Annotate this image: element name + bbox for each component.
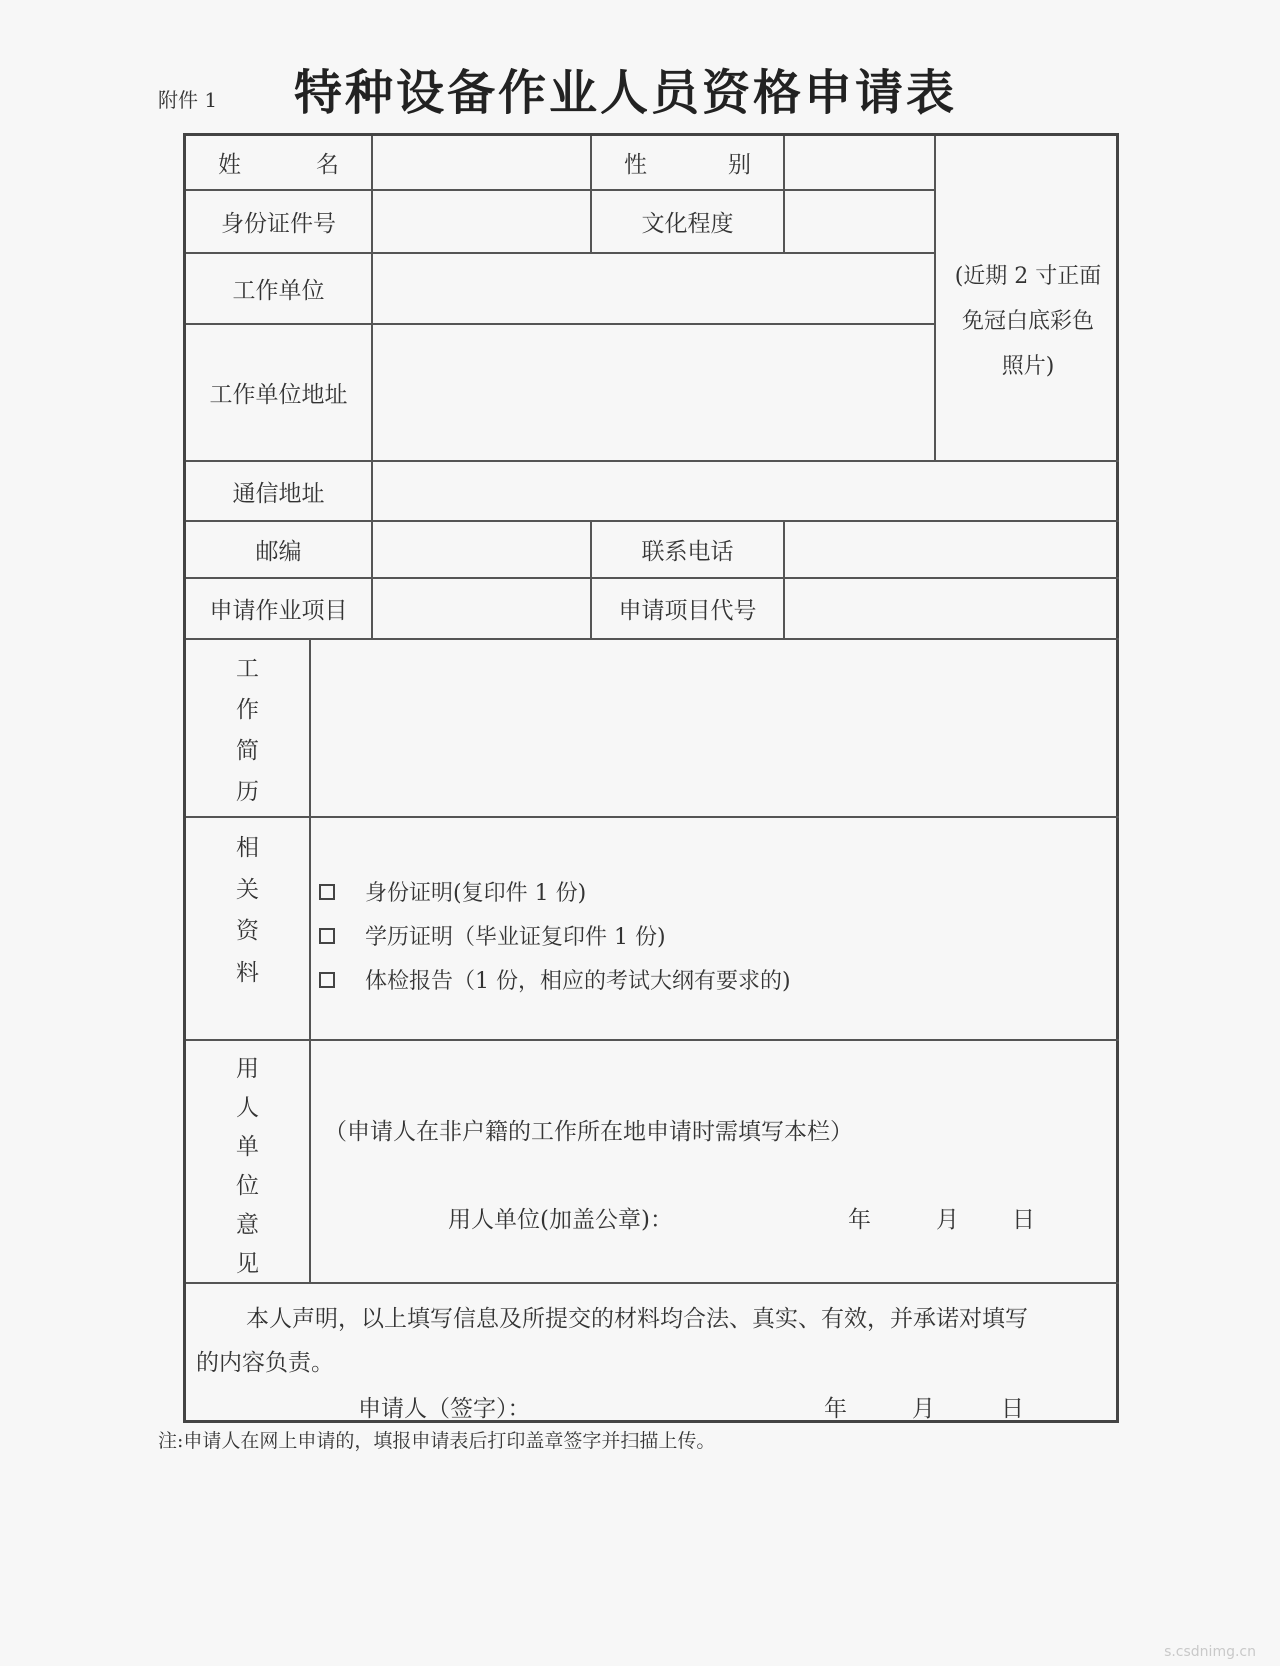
photo-note-line: 免冠白底彩色 bbox=[961, 309, 1094, 334]
declaration-date-year: 年 bbox=[824, 1396, 847, 1422]
employer-date-day: 日 bbox=[1012, 1207, 1035, 1233]
employer-opinion-char: 意 bbox=[236, 1212, 259, 1238]
employer-seal-label: 用人单位(加盖公章)： bbox=[448, 1207, 673, 1233]
checkbox-icon[interactable] bbox=[319, 884, 335, 900]
photo-note-line: (近期 2 寸正面 bbox=[954, 264, 1102, 289]
id-number-field[interactable] bbox=[373, 191, 590, 252]
apply-item-code-label: 申请项目代号 bbox=[618, 598, 757, 624]
materials-char: 料 bbox=[236, 959, 259, 986]
name-label-char: 姓 bbox=[218, 152, 241, 178]
watermark: s.csdnimg.cn bbox=[1164, 1644, 1256, 1660]
material-item-label: 体检报告（1 份，相应的考试大纲有要求的) bbox=[365, 969, 791, 994]
work-resume-char: 历 bbox=[236, 779, 259, 805]
declaration-line2: 的内容负责。 bbox=[196, 1350, 334, 1376]
employer-date-year: 年 bbox=[848, 1207, 871, 1233]
photo-note-line: 照片) bbox=[1001, 354, 1055, 379]
phone-label: 联系电话 bbox=[641, 539, 734, 565]
apply-item-field[interactable] bbox=[373, 579, 590, 638]
form-title: 特种设备作业人员资格申请表 bbox=[294, 65, 958, 121]
employer-date-month: 月 bbox=[936, 1207, 959, 1233]
name-label bbox=[186, 136, 371, 189]
work-unit-address-field[interactable] bbox=[373, 325, 934, 460]
row-divider bbox=[186, 816, 1119, 818]
mailing-address-label: 通信地址 bbox=[232, 480, 325, 507]
employer-opinion-char: 位 bbox=[236, 1173, 259, 1199]
materials-char: 相 bbox=[236, 835, 259, 861]
footnote: 注:申请人在网上申请的，填报申请表后打印盖章签字并扫描上传。 bbox=[158, 1430, 716, 1452]
gender-field[interactable] bbox=[785, 136, 934, 189]
gender-label-char: 别 bbox=[728, 152, 751, 178]
employer-opinion-char: 用 bbox=[236, 1056, 259, 1082]
apply-item-label: 申请作业项目 bbox=[209, 598, 348, 624]
applicant-signature-field[interactable] bbox=[566, 1382, 816, 1418]
work-resume-char: 工 bbox=[236, 656, 259, 682]
materials-char: 关 bbox=[236, 876, 259, 903]
checkbox-icon[interactable] bbox=[319, 972, 335, 988]
material-item-label: 学历证明（毕业证复印件 1 份) bbox=[365, 925, 666, 950]
postcode-field[interactable] bbox=[373, 522, 590, 577]
work-resume-field[interactable] bbox=[311, 640, 1119, 816]
employer-opinion-char: 人 bbox=[236, 1095, 259, 1121]
materials-char: 资 bbox=[236, 918, 259, 945]
checkbox-icon[interactable] bbox=[319, 928, 335, 944]
gender-label-char: 性 bbox=[624, 152, 647, 178]
material-item-label: 身份证明(复印件 1 份) bbox=[365, 881, 587, 906]
gender-label bbox=[592, 136, 783, 189]
work-unit-label: 工作单位 bbox=[232, 278, 325, 304]
apply-item-code-field[interactable] bbox=[785, 579, 1119, 638]
material-item[interactable] bbox=[319, 920, 666, 951]
employer-opinion-field[interactable] bbox=[311, 1041, 1119, 1282]
attachment-label: 附件 1 bbox=[158, 88, 218, 112]
row-divider bbox=[186, 1282, 1119, 1284]
education-field[interactable] bbox=[785, 191, 934, 252]
postcode-label: 邮编 bbox=[255, 539, 302, 565]
employer-opinion-char: 单 bbox=[236, 1134, 259, 1160]
material-item[interactable] bbox=[319, 876, 586, 907]
work-resume-label bbox=[186, 650, 309, 806]
photo-note bbox=[934, 254, 1122, 389]
declaration-line1: 本人声明，以上填写信息及所提交的材料均合法、真实、有效，并承诺对填写 bbox=[246, 1306, 1028, 1332]
work-unit-address-label: 工作单位地址 bbox=[209, 382, 348, 408]
mailing-address-field[interactable] bbox=[373, 462, 1119, 520]
education-label: 文化程度 bbox=[641, 211, 734, 237]
work-resume-char: 简 bbox=[236, 738, 259, 764]
work-unit-field[interactable] bbox=[373, 254, 934, 323]
materials-label bbox=[186, 829, 309, 987]
application-form-table bbox=[183, 133, 1119, 1423]
name-field[interactable] bbox=[373, 136, 590, 189]
employer-opinion-char: 见 bbox=[236, 1251, 259, 1277]
id-number-label: 身份证件号 bbox=[221, 211, 336, 237]
employer-note: （申请人在非户籍的工作所在地申请时需填写本栏） bbox=[324, 1119, 853, 1145]
phone-field[interactable] bbox=[785, 522, 1119, 577]
applicant-sign-label: 申请人（签字）： bbox=[358, 1396, 531, 1422]
name-label-char: 名 bbox=[316, 152, 339, 178]
declaration-date-month: 月 bbox=[912, 1396, 935, 1422]
material-item[interactable] bbox=[319, 964, 791, 995]
work-resume-char: 作 bbox=[236, 697, 259, 723]
declaration-date-day: 日 bbox=[1001, 1396, 1024, 1422]
employer-opinion-label bbox=[186, 1050, 309, 1278]
